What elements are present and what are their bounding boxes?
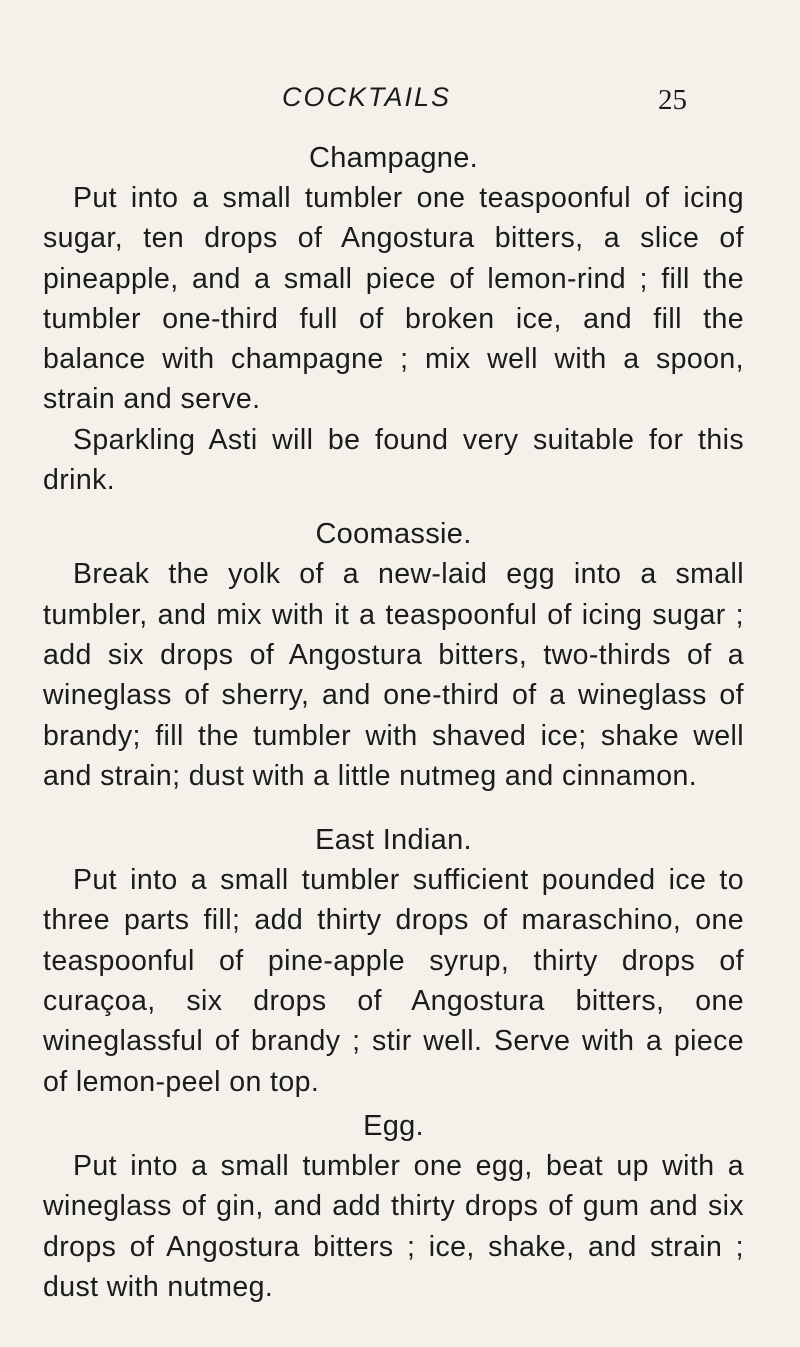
recipe-body: [43, 1146, 744, 1307]
running-head: [0, 82, 800, 122]
page-content: [43, 138, 744, 1307]
recipe-body: [43, 860, 744, 1102]
recipe-paragraph: Put into a small tumbler one teaspoonful of icing sugar, ten drops of Angostura bitters, a slice of pineapple, and a small piece of lemon-rind ; fill the tumbler one-third full of broken ice, and fill the balance with champagne ; mix well with a spoon, strain and serve.: [43, 182, 744, 416]
recipe-paragraph: Put into a small tumbler one egg, beat up with a wineglass of gin, and add thirty drops of gum and six drops of Angostura bitters ; ice, shake, and strain ; dust with nutmeg.: [43, 1149, 744, 1303]
recipe-east-indian: [43, 820, 744, 1102]
recipe-title: East Indian.: [315, 824, 472, 857]
recipe-title: Coomassie.: [315, 518, 472, 551]
recipe-paragraph: Break the yolk of a new-laid egg into a small tumbler, and mix with it a teaspoonful of icing sugar ; add six drops of Angostura bitters, two-thirds of a wineglass of sherry, and one-third of a wineglass of brandy; fill the tumbler with shaved ice; shake well and strain; dust with a little nutmeg and cinnamon.: [43, 558, 744, 792]
recipe-title: Egg.: [363, 1109, 424, 1142]
recipe-coomassie: [43, 514, 744, 796]
page-number: 25: [658, 84, 687, 116]
recipe-paragraph: Sparkling Asti will be found very suitable for this drink.: [43, 423, 744, 497]
running-title: COCKTAILS: [282, 82, 452, 112]
recipe-egg: [43, 1106, 744, 1307]
recipe-title: Champagne.: [308, 142, 479, 174]
recipe-champagne: [43, 138, 744, 500]
recipe-body: [43, 178, 744, 500]
recipe-body: [43, 554, 744, 796]
recipe-paragraph: Put into a small tumbler sufficient pounded ice to three parts fill; add thirty drops of maraschino, one teaspoonful of pine-apple syrup, thirty drops of curaçoa, six drops of Angostura bitters, one wineglassful of brandy ; stir well. Serve with a piece of lemon-peel on top.: [43, 864, 744, 1098]
